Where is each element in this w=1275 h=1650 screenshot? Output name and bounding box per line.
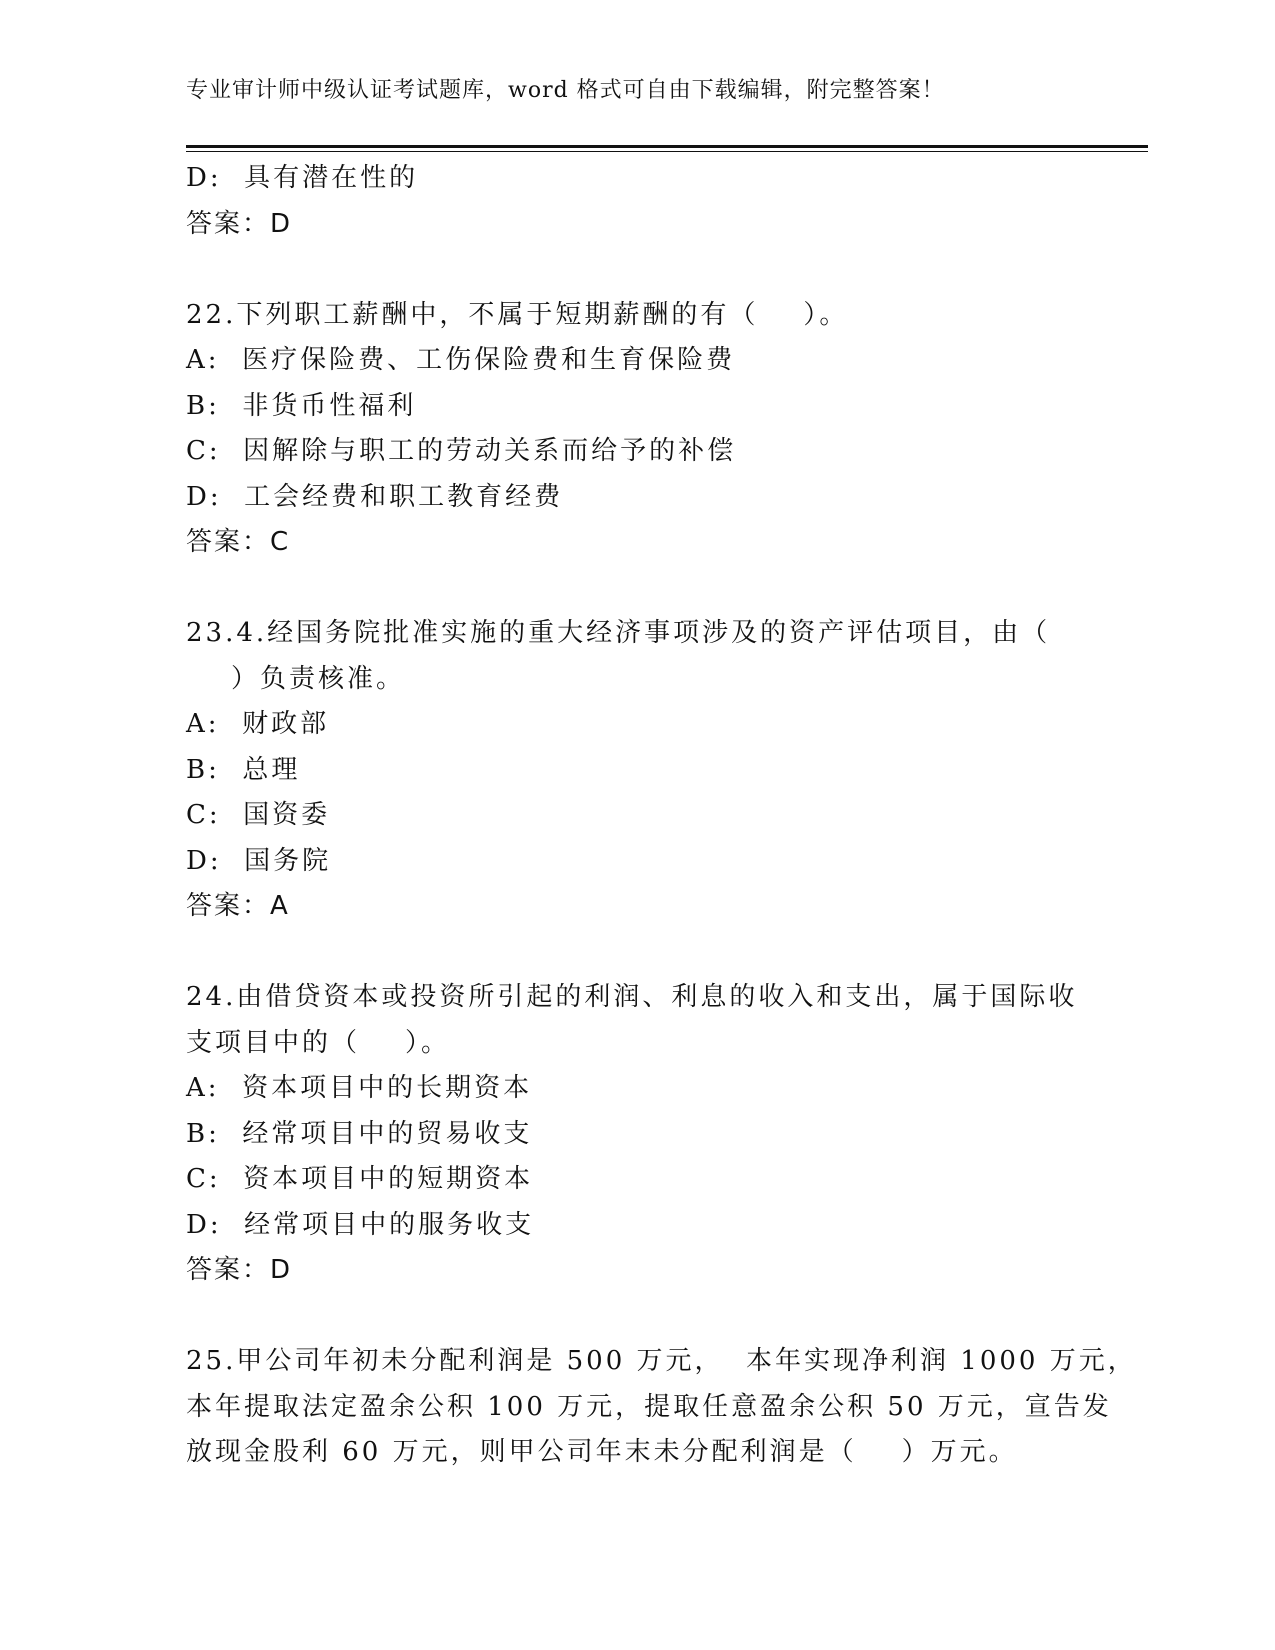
- option-a: A: 医疗保险费、工伤保险费和生育保险费: [186, 345, 736, 375]
- option-b: B: 经常项目中的贸易收支: [186, 1118, 533, 1149]
- spacer: [186, 1294, 1086, 1340]
- question-24: [186, 975, 1086, 1294]
- option-d: D: 工会经费和职工教育经费: [186, 481, 564, 512]
- option-d: D: 国务院: [186, 845, 332, 876]
- question-stem-continued: 本年提取法定盈余公积 100 万元，提取任意盈余公积 50 万元，宣告发: [186, 1391, 1112, 1422]
- spacer: [186, 930, 1086, 976]
- question-25: [186, 1339, 1137, 1476]
- option-c: C: 国资委: [186, 800, 331, 830]
- answer: 答案：C: [186, 527, 291, 557]
- option-c: C: 资本项目中的短期资本: [186, 1164, 534, 1194]
- question-stem-continued: 放现金股利 60 万元，则甲公司年末未分配利润是（ ）万元。: [186, 1437, 1018, 1467]
- question-22: [186, 293, 1086, 566]
- option-b: B: 总理: [186, 754, 301, 785]
- question-23: [186, 611, 1086, 930]
- option-c: C: 因解除与职工的劳动关系而给予的补偿: [186, 436, 737, 466]
- question-stem: 22.下列职工薪酬中，不属于短期薪酬的有（ ）。: [186, 299, 849, 330]
- option-b: B: 非货币性福利: [186, 390, 417, 421]
- answer: 答案：A: [186, 891, 290, 921]
- document-body: [186, 156, 1137, 1476]
- option-a: A: 财政部: [186, 709, 330, 739]
- spacer: [186, 566, 1086, 612]
- header-rule-thick: [186, 145, 1148, 148]
- spacer: [186, 247, 1086, 293]
- option-a: A: 资本项目中的长期资本: [186, 1073, 533, 1103]
- answer: 答案：D: [186, 1255, 293, 1285]
- question-stem: 23.4.经国务院批准实施的重大经济事项涉及的资产评估项目，由（: [186, 618, 1051, 648]
- header-rule-thin: [186, 151, 1148, 152]
- question-stem-continued: 支项目中的（ ）。: [186, 1027, 451, 1058]
- option-d: D: 经常项目中的服务收支: [186, 1209, 535, 1240]
- question-stem: 25.甲公司年初未分配利润是 500 万元， 本年实现净利润 1000 万元，: [186, 1346, 1137, 1376]
- carryover-option-d: D: 具有潜在性的: [186, 163, 419, 193]
- carryover-answer: 答案：D: [186, 208, 293, 239]
- question-stem: 24.由借贷资本或投资所引起的利润、利息的收入和支出，属于国际收: [186, 982, 1078, 1012]
- page-header: 专业审计师中级认证考试题库，word 格式可自由下载编辑，附完整答案！: [186, 78, 945, 103]
- question-stem-continued: ）负责核准。: [186, 663, 406, 694]
